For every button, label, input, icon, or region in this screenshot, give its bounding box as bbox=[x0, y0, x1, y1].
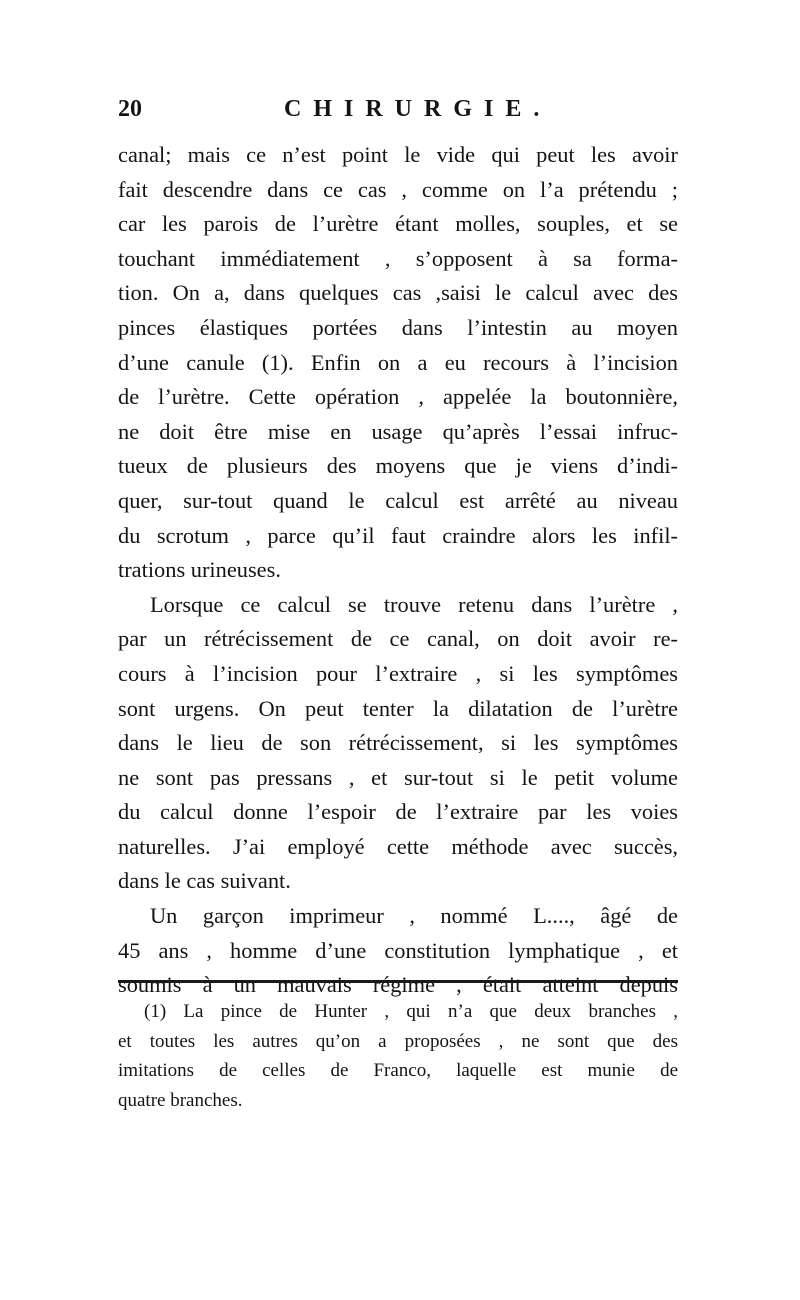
page-number: 20 bbox=[118, 96, 142, 122]
text-line: naturelles. J’ai employé cette méthode avec succès, bbox=[118, 833, 678, 859]
footnote-line: et toutes les autres qu’on a proposées , ne sont que des bbox=[118, 1030, 678, 1052]
text-line: du scrotum , parce qu’il faut craindre alors les infil- bbox=[118, 522, 678, 548]
text-line: quer, sur-tout quand le calcul est arrêté au niveau bbox=[118, 487, 678, 513]
text-line: cours à l’incision pour l’extraire , si les symptômes bbox=[118, 660, 678, 686]
text-line: du calcul donne l’espoir de l’extraire par les voies bbox=[118, 799, 678, 825]
text-line: pinces élastiques portées dans l’intestin au moyen bbox=[118, 314, 678, 340]
text-line: dans le cas suivant. bbox=[118, 868, 291, 894]
text-line: dans le lieu de son rétrécissement, si les symptômes bbox=[118, 730, 678, 756]
text-line: trations urineuses. bbox=[118, 557, 281, 583]
text-line: fait descendre dans ce cas , comme on l’a prétendu ; bbox=[118, 176, 678, 202]
text-line: de l’urètre. Cette opération , appelée la boutonnière, bbox=[118, 384, 678, 410]
text-line: ne sont pas pressans , et sur-tout si le petit volume bbox=[118, 764, 678, 790]
text-line: d’une canule (1). Enfin on a eu recours à l’incision bbox=[118, 349, 678, 375]
footnote-line: (1) La pince de Hunter , qui n’a que deux branches , bbox=[144, 1001, 678, 1022]
text-line: Un garçon imprimeur , nommé L...., âgé de bbox=[150, 903, 678, 929]
text-line: tion. On a, dans quelques cas ,saisi le calcul avec des bbox=[118, 280, 678, 306]
text-line: tueux de plusieurs des moyens que je viens d’indi- bbox=[118, 453, 678, 479]
text-line: sont urgens. On peut tenter la dilatation de l’urètre bbox=[118, 695, 678, 721]
text-line: soumis à un mauvais régime , était atteint depuis bbox=[118, 972, 678, 998]
main-text bbox=[118, 138, 678, 1003]
text-line: touchant immédiatement , s’opposent à sa forma- bbox=[118, 245, 678, 271]
text-line: par un rétrécissement de ce canal, on doit avoir re- bbox=[118, 626, 678, 652]
running-head: CHIRURGIE. bbox=[284, 96, 552, 122]
text-line: car les parois de l’urètre étant molles, souples, et se bbox=[118, 211, 678, 237]
footnote-line: imitations de celles de Franco, laquelle est munie de bbox=[118, 1060, 678, 1081]
text-line: ne doit être mise en usage qu’après l’essai infruc- bbox=[118, 418, 678, 444]
footnote bbox=[118, 997, 678, 1115]
footnote-line: quatre branches. bbox=[118, 1089, 243, 1111]
page-header bbox=[118, 96, 678, 132]
text-line: canal; mais ce n’est point le vide qui peut les avoir bbox=[118, 142, 678, 167]
footnote-rule bbox=[118, 980, 678, 983]
text-line: 45 ans , homme d’une constitution lymphatique , et bbox=[118, 937, 678, 963]
text-line: Lorsque ce calcul se trouve retenu dans l’urètre , bbox=[150, 591, 678, 617]
